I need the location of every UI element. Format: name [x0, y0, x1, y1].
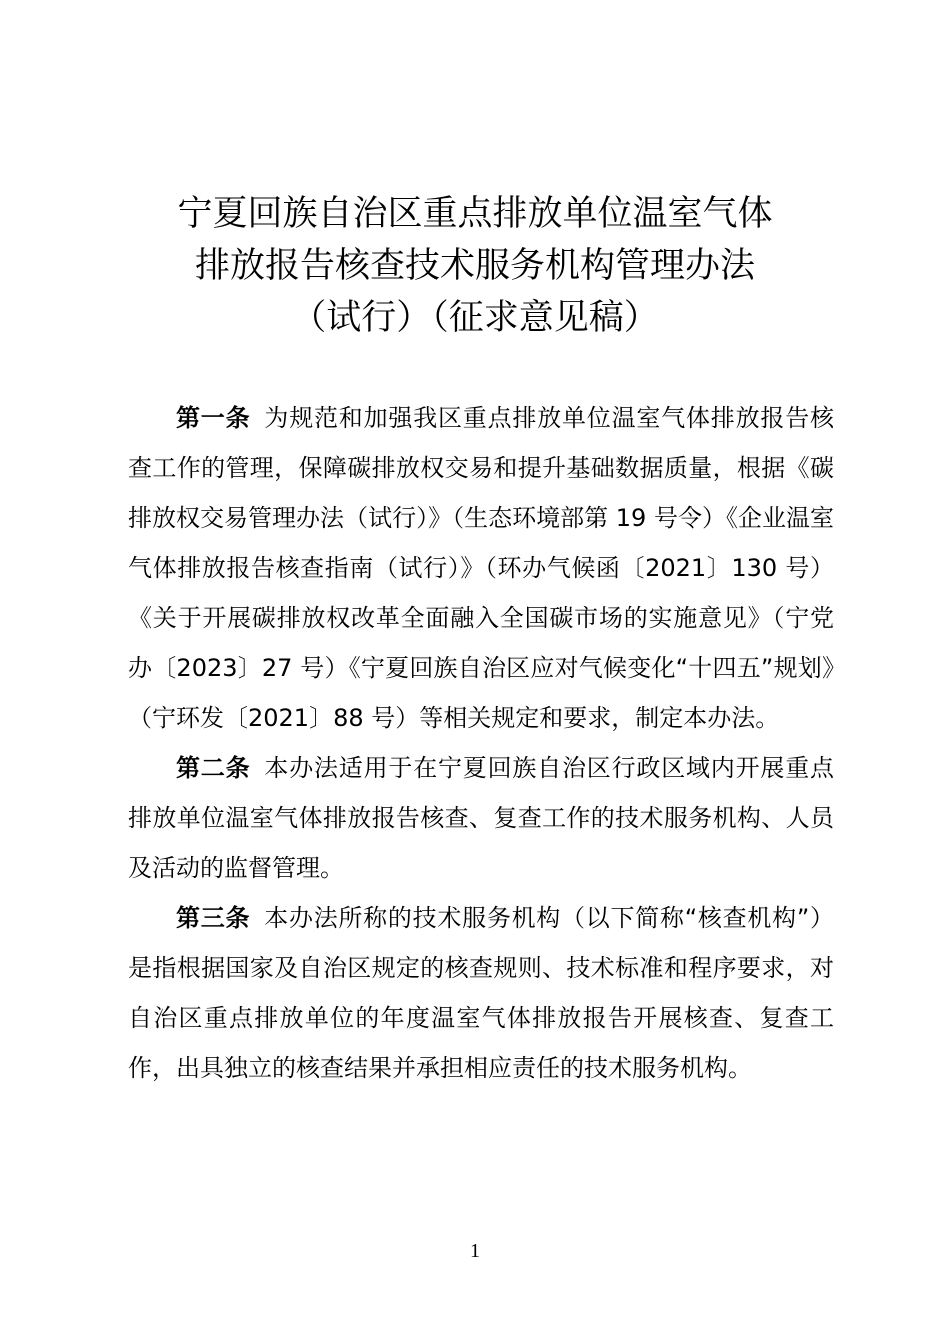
article-2-label: 第二条 [176, 754, 251, 782]
article-2 [128, 743, 834, 893]
article-3-text: 本办法所称的技术服务机构（以下简称“核查机构”）是指根据国家及自治区规定的核查规则、技术标准和程序要求，对自治区重点排放单位的年度温室气体排放报告开展核查、复查工作，出具独立的核查结果并承担相应责任的技术服务机构。 [128, 904, 835, 1082]
document-title [0, 188, 950, 344]
article-1-label: 第一条 [176, 404, 251, 432]
article-2-text: 本办法适用于在宁夏回族自治区行政区域内开展重点排放单位温室气体排放报告核查、复查工作的技术服务机构、人员及活动的监督管理。 [128, 754, 835, 882]
title-line-1: 宁夏回族自治区重点排放单位温室气体 [177, 194, 773, 234]
article-1 [128, 393, 834, 743]
article-3 [128, 893, 834, 1093]
article-3-label: 第三条 [176, 904, 251, 932]
title-line-3: （试行）（征求意见稿） [291, 298, 659, 338]
article-1-text: 为规范和加强我区重点排放单位温室气体排放报告核查工作的管理，保障碳排放权交易和提升基础数据质量，根据《碳排放权交易管理办法（试行）》（生态环境部第 19 号令）《企业温室气体排放报告核查指南（试行）》（环办气候函〔2021〕130 号）《关于开展碳排放权改革全面融入全国碳市场的实施意见》（宁党办〔2023〕27 号）《宁夏回族自治区应对气候变化“十四五”规划》（宁环发〔2021〕88 号）等相关规定和要求，制定本办法。 [128, 404, 835, 732]
page-number: 1 [470, 1240, 480, 1262]
document-body [128, 393, 834, 1093]
title-line-2: 排放报告核查技术服务机构管理办法 [194, 246, 755, 286]
